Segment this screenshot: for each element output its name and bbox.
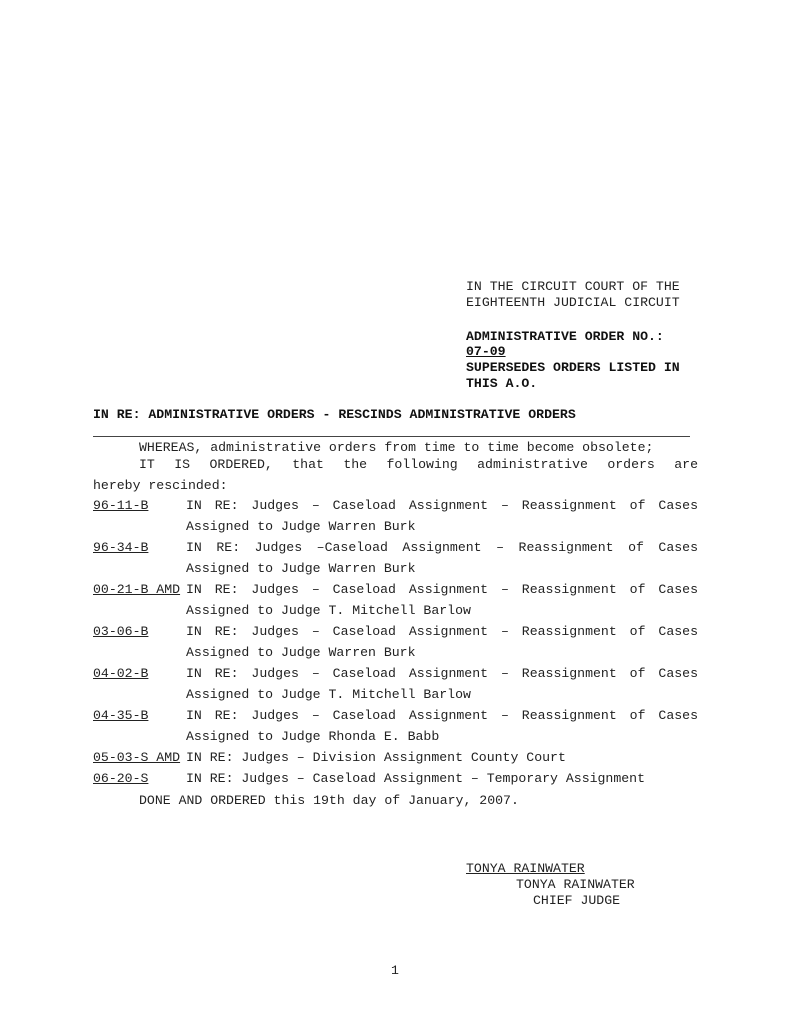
in-re-title: IN RE: ADMINISTRATIVE ORDERS - RESCINDS ADMINISTRATIVE ORDERS xyxy=(93,407,576,422)
order-description: IN RE: Judges – Caseload Assignment – Reassignment of Cases xyxy=(186,708,698,723)
order-code: 06-20-S xyxy=(93,771,149,786)
page-number: 1 xyxy=(391,963,399,978)
court-name-line-1: IN THE CIRCUIT COURT OF THE xyxy=(466,279,680,294)
signer-title: CHIEF JUDGE xyxy=(533,893,621,908)
order-code: 04-02-B xyxy=(93,666,149,681)
order-code: 96-34-B xyxy=(93,540,149,555)
order-description: IN RE: Judges – Caseload Assignment – Reassignment of Cases xyxy=(186,666,698,681)
order-description: IN RE: Judges – Caseload Assignment – Reassignment of Cases xyxy=(186,624,698,639)
order-description: IN RE: Judges – Caseload Assignment – Reassignment of Cases xyxy=(186,498,698,513)
done-and-ordered: DONE AND ORDERED this 19th day of January, 2007. xyxy=(139,793,519,808)
signature-line: TONYA RAINWATER xyxy=(466,861,585,876)
order-code: 96-11-B xyxy=(93,498,149,513)
order-description-cont: Assigned to Judge Warren Burk xyxy=(186,561,416,576)
order-number: 07-09 xyxy=(466,344,506,359)
order-description-cont: Assigned to Judge Warren Burk xyxy=(186,645,416,660)
signer-name: TONYA RAINWATER xyxy=(516,877,635,892)
order-code: 03-06-B xyxy=(93,624,149,639)
order-description: IN RE: Judges – Caseload Assignment – Temporary Assignment xyxy=(186,771,645,786)
supersedes-line-1: SUPERSEDES ORDERS LISTED IN xyxy=(466,360,680,375)
order-code: 00-21-B AMD xyxy=(93,582,181,597)
supersedes-line-2: THIS A.O. xyxy=(466,376,538,391)
ordered-clause-end: hereby rescinded: xyxy=(93,478,228,493)
court-name-line-2: EIGHTEENTH JUDICIAL CIRCUIT xyxy=(466,295,680,310)
ordered-clause: IT IS ORDERED, that the following administrative orders are xyxy=(139,457,698,472)
whereas-clause: WHEREAS, administrative orders from time to time become obsolete; xyxy=(139,440,654,455)
order-description-cont: Assigned to Judge T. Mitchell Barlow xyxy=(186,603,471,618)
order-description-cont: Assigned to Judge Warren Burk xyxy=(186,519,416,534)
order-description-cont: Assigned to Judge T. Mitchell Barlow xyxy=(186,687,471,702)
order-description: IN RE: Judges – Division Assignment County Court xyxy=(186,750,566,765)
order-code: 04-35-B xyxy=(93,708,149,723)
divider-rule xyxy=(93,436,690,437)
order-description: IN RE: Judges – Caseload Assignment – Reassignment of Cases xyxy=(186,582,698,597)
order-description: IN RE: Judges –Caseload Assignment – Reassignment of Cases xyxy=(186,540,698,555)
order-code: 05-03-S AMD xyxy=(93,750,181,765)
order-description-cont: Assigned to Judge Rhonda E. Babb xyxy=(186,729,440,744)
order-number-label: ADMINISTRATIVE ORDER NO.: xyxy=(466,329,664,344)
